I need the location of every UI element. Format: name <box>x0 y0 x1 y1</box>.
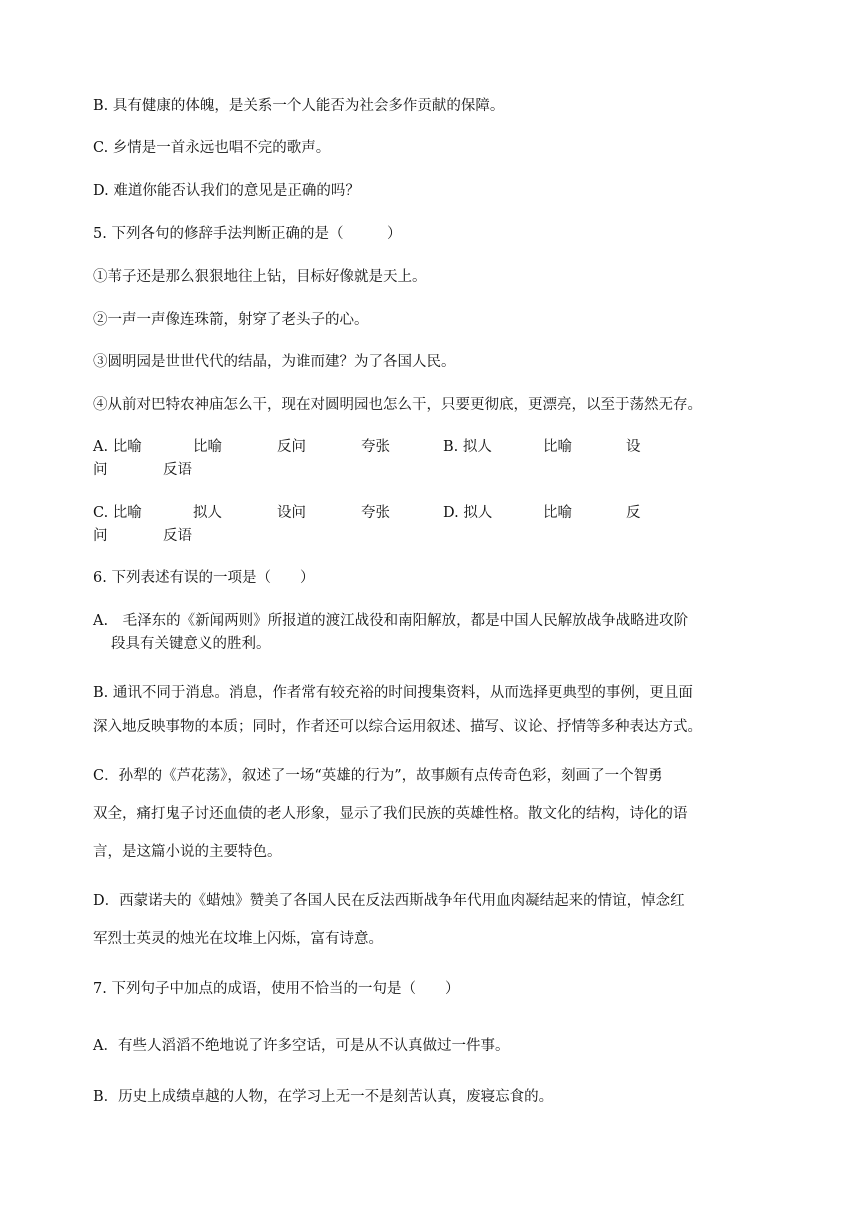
q5-option-b-label: B. 拟人 <box>443 439 492 455</box>
q6-option-c-line-3: 言，是这篇小说的主要特色。 <box>93 844 282 860</box>
q5-option-c-term: 拟人 <box>193 505 222 521</box>
q6-option-b-line-1: B. 通讯不同于消息。消息，作者常有较充裕的时间搜集资料，从而选择更典型的事例，更且面 <box>93 685 693 701</box>
q5-sentence-3: ③圆明园是世世代代的结晶，为谁而建？为了各国人民。 <box>93 354 456 370</box>
q5-option-d-term: 问 <box>93 528 108 544</box>
q5-option-b-term: 比喻 <box>543 439 572 455</box>
q5-option-d-term: 比喻 <box>543 505 572 521</box>
q6-option-c-line-1: C．孙犁的《芦花荡》，叙述了一场“英雄的行为”，故事颇有点传奇色彩，刻画了一个智勇 <box>93 768 663 784</box>
q5-sentence-2: ②一声一声像连珠箭，射穿了老头子的心。 <box>93 312 369 328</box>
q5-option-a-term: 比喻 <box>193 439 222 455</box>
q5-sentence-1: ①苇子还是那么狠狠地往上钻，目标好像就是天上。 <box>93 269 427 285</box>
q7-option-a: A．有些人滔滔不绝地说了许多空话，可是从不认真做过一件事。 <box>93 1038 510 1054</box>
q4-option-b: B. 具有健康的体魄，是关系一个人能否为社会多作贡献的保障。 <box>93 98 505 114</box>
q5-option-a-term: 夸张 <box>361 439 390 455</box>
q5-stem: 5. 下列各句的修辞手法判断正确的是（ ） <box>93 226 402 242</box>
q7-stem: 7. 下列句子中加点的成语，使用不恰当的一句是（ ） <box>93 981 460 997</box>
q5-option-c-term: 夸张 <box>361 505 390 521</box>
q5-option-a-term: 反问 <box>277 439 306 455</box>
q6-stem: 6. 下列表述有误的一项是（ ） <box>93 570 315 586</box>
q5-option-d-label: D. 拟人 <box>443 505 493 521</box>
q6-option-a-line-1: A. 毛泽东的《新闻两则》所报道的渡江战役和南阳解放，都是中国人民解放战争战略进攻阶 <box>93 613 689 629</box>
q5-option-c-label: C. 比喻 <box>93 505 142 521</box>
q6-option-d-line-1: D．西蒙诺夫的《蜡烛》赞美了各国人民在反法西斯战争年代用血肉凝结起来的情谊，悼念红 <box>93 893 685 909</box>
q5-option-b-term: 设 <box>626 439 641 455</box>
q5-option-b-term: 问 <box>93 462 108 478</box>
q4-option-d: D. 难道你能否认我们的意见是正确的吗？ <box>93 183 360 199</box>
q5-option-d-term: 反 <box>626 505 641 521</box>
q5-option-a-label: A. 比喻 <box>93 439 142 455</box>
q6-option-b-line-2: 深入地反映事物的本质；同时，作者还可以综合运用叙述、描写、议论、抒情等多种表达方式。 <box>93 719 702 735</box>
q7-option-b: B．历史上成绩卓越的人物，在学习上无一不是刻苦认真，废寝忘食的。 <box>93 1089 554 1105</box>
q4-option-c: C. 乡情是一首永远也唱不完的歌声。 <box>93 140 331 156</box>
q5-option-d-term: 反语 <box>163 528 192 544</box>
q5-option-b-term: 反语 <box>163 462 192 478</box>
q5-sentence-4: ④从前对巴特农神庙怎么干，现在对圆明园也怎么干，只要更彻底，更漂亮，以至于荡然无存。 <box>93 397 702 413</box>
q6-option-d-line-2: 军烈士英灵的烛光在坟堆上闪烁，富有诗意。 <box>93 931 383 947</box>
q6-option-c-line-2: 双全，痛打鬼子讨还血债的老人形象，显示了我们民族的英雄性格。散文化的结构，诗化的语 <box>93 806 688 822</box>
q6-option-a-line-2: 段具有关键意义的胜利。 <box>111 636 271 652</box>
q5-option-c-term: 设问 <box>277 505 306 521</box>
